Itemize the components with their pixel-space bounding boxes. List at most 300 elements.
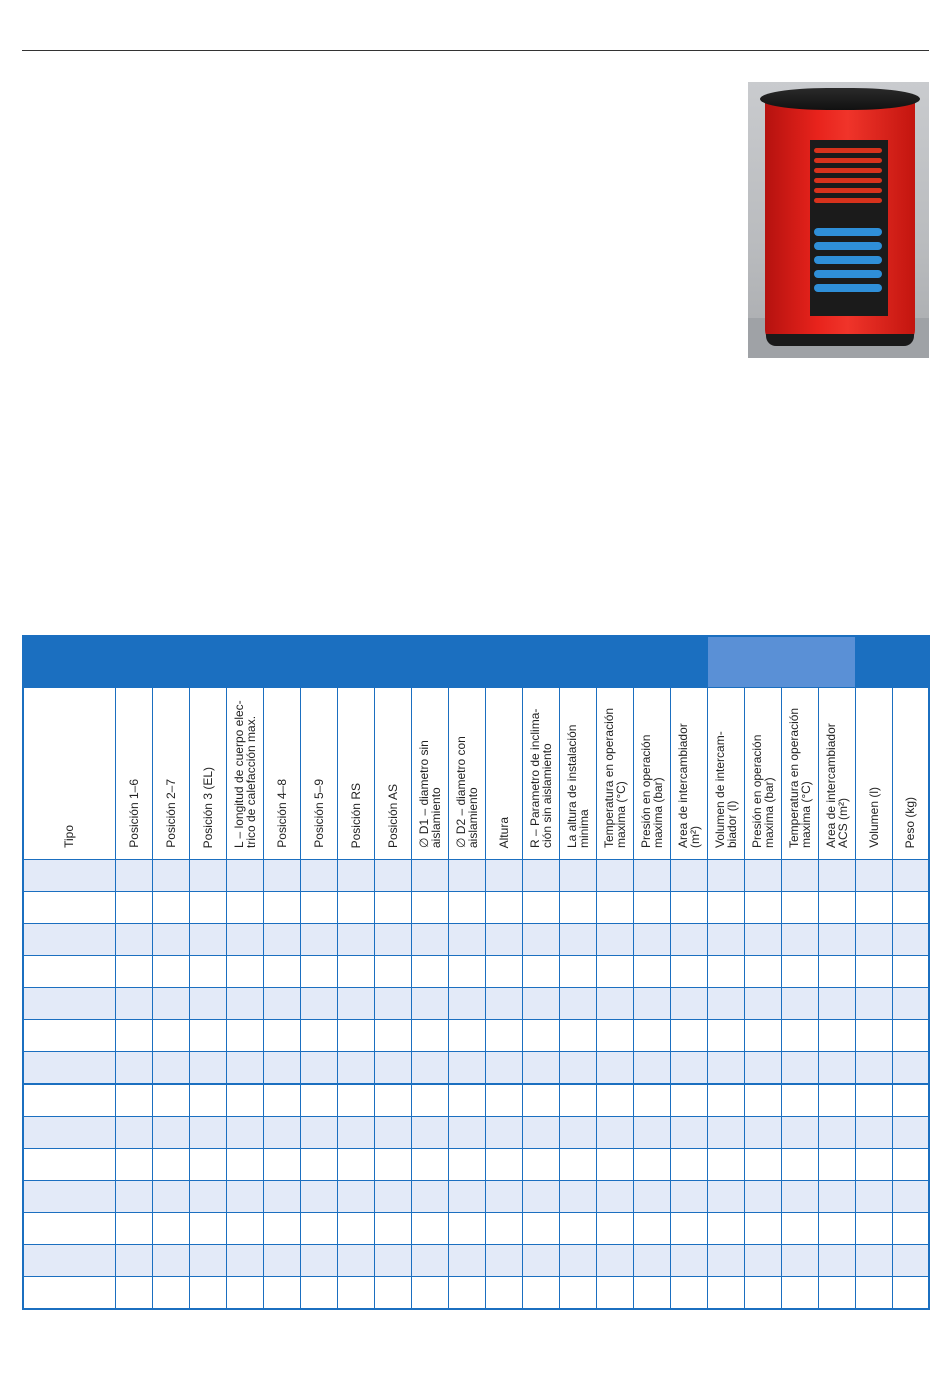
table-cell [411,892,448,924]
tank-base [766,334,914,346]
table-cell [23,892,115,924]
table-cell [300,1117,337,1149]
table-row [23,1213,929,1245]
table-cell [300,1149,337,1181]
table-cell [855,1020,892,1052]
table-cell [226,1213,263,1245]
table-cell [448,1117,485,1149]
table-cell [855,1117,892,1149]
table-cell [189,988,226,1020]
table-cell [670,892,707,924]
table-cell [559,1149,596,1181]
table-cell [115,860,152,892]
table-row [23,1084,929,1117]
table-cell [485,1181,522,1213]
table-cell [263,1084,300,1117]
specification-table [22,635,930,1310]
table-row [23,1020,929,1052]
table-cell [300,1213,337,1245]
table-cell [23,956,115,988]
table-cell [300,1245,337,1277]
table-cell [744,1117,781,1149]
table-cell [670,1213,707,1245]
table-cell [152,956,189,988]
table-cell [23,1277,115,1310]
table-cell [23,1052,115,1085]
table-cell [263,1213,300,1245]
table-row [23,1245,929,1277]
table-row [23,1181,929,1213]
table-cell [374,988,411,1020]
table-cell [23,1213,115,1245]
table-cell [818,1052,855,1085]
table-cell [115,956,152,988]
table-cell [559,924,596,956]
table-cell [781,1117,818,1149]
table-cell [818,956,855,988]
table-row [23,988,929,1020]
table-cell [263,924,300,956]
table-cell [337,956,374,988]
table-cell [633,956,670,988]
col-header: Posición AS [374,688,411,860]
table-cell [596,988,633,1020]
table-cell [448,1149,485,1181]
table-cell [485,1052,522,1085]
table-cell [596,1117,633,1149]
table-cell [115,1181,152,1213]
table-cell [263,1117,300,1149]
table-cell [189,956,226,988]
table-cell [633,988,670,1020]
table-cell [226,1052,263,1085]
table-cell [226,1245,263,1277]
header-band-segment [23,636,707,688]
table-cell [744,1181,781,1213]
col-header: Posición 3 (EL) [189,688,226,860]
table-cell [596,924,633,956]
col-header: L – longitud de cuerpo elec-trico de calefacción max. [226,688,263,860]
table-cell [781,988,818,1020]
table-cell [892,1245,929,1277]
table-cell [855,1277,892,1310]
header-band [23,636,929,688]
table-cell [152,1117,189,1149]
table-cell [892,1277,929,1310]
table-cell [522,1052,559,1085]
table-cell [522,1181,559,1213]
col-header: Altura [485,688,522,860]
table-cell [115,1020,152,1052]
table-cell [152,1245,189,1277]
table-cell [522,988,559,1020]
table-cell [707,1245,744,1277]
col-header: Posición 5–9 [300,688,337,860]
table-cell [670,1245,707,1277]
table-cell [337,1020,374,1052]
table-cell [744,860,781,892]
table-cell [707,956,744,988]
table-body [23,860,929,1310]
table-cell [300,956,337,988]
col-header: Peso (kg) [892,688,929,860]
table-cell [152,1149,189,1181]
table-cell [522,1245,559,1277]
table-cell [448,860,485,892]
table-cell [485,1084,522,1117]
col-header: Posición 2–7 [152,688,189,860]
table-cell [633,1149,670,1181]
table-cell [596,1245,633,1277]
top-rule [22,50,929,51]
col-header: Area de intercambiador (m²) [670,688,707,860]
table-row [23,1117,929,1149]
upper-coil [814,198,882,203]
table-cell [744,1020,781,1052]
table-cell [744,1213,781,1245]
table-cell [596,860,633,892]
table-cell [781,1084,818,1117]
table-cell [781,924,818,956]
col-header: Volumen (l) [855,688,892,860]
table-cell [485,924,522,956]
table-cell [670,1020,707,1052]
table-cell [522,860,559,892]
col-header: Posición RS [337,688,374,860]
upper-coil [814,168,882,173]
table-cell [707,1084,744,1117]
tank-lid [760,88,920,110]
table-cell [633,892,670,924]
table-cell [596,1084,633,1117]
table-cell [670,988,707,1020]
table-cell [337,988,374,1020]
table-cell [892,892,929,924]
table-cell [522,892,559,924]
table-cell [485,860,522,892]
table-cell [744,988,781,1020]
table-cell [411,1213,448,1245]
table-cell [263,1149,300,1181]
table-cell [411,1181,448,1213]
table-cell [411,1052,448,1085]
table-cell [596,1277,633,1310]
table-cell [818,892,855,924]
table-cell [263,892,300,924]
table-cell [189,892,226,924]
table-cell [374,1277,411,1310]
col-header: R – Parametro de inclima-ción sin aislamiento [522,688,559,860]
table-cell [707,860,744,892]
table-cell [559,1181,596,1213]
table-cell [189,1117,226,1149]
table-cell [374,1181,411,1213]
table-cell [485,1149,522,1181]
table-cell [818,1149,855,1181]
table-cell [411,1084,448,1117]
table-cell [226,988,263,1020]
table-cell [522,1117,559,1149]
table-cell [300,1020,337,1052]
table-cell [115,1084,152,1117]
table-cell [855,1213,892,1245]
table-cell [781,860,818,892]
table-cell [448,956,485,988]
table-cell [337,1213,374,1245]
table-cell [633,1020,670,1052]
table-cell [596,1052,633,1085]
table-cell [23,860,115,892]
table-cell [23,1181,115,1213]
table-cell [448,1277,485,1310]
table-cell [670,956,707,988]
table-cell [818,1084,855,1117]
table-cell [559,860,596,892]
table-cell [596,1149,633,1181]
table-cell [485,1117,522,1149]
table-cell [855,956,892,988]
table-cell [522,1020,559,1052]
table-cell [670,1277,707,1310]
table-cell [596,956,633,988]
table-cell [670,1084,707,1117]
table-cell [855,988,892,1020]
table-row [23,1052,929,1085]
table-cell [189,1277,226,1310]
table-cell [596,1213,633,1245]
table-cell [744,1277,781,1310]
table-cell [707,892,744,924]
table-cell [744,956,781,988]
table-cell [892,860,929,892]
table-cell [189,1052,226,1085]
table-cell [485,1277,522,1310]
table-cell [189,1245,226,1277]
table-cell [559,1084,596,1117]
table-cell [152,1181,189,1213]
table-cell [411,860,448,892]
table-cell [633,1245,670,1277]
table-cell [448,1084,485,1117]
table-cell [707,1277,744,1310]
table-cell [152,1084,189,1117]
table-cell [818,860,855,892]
table-cell [226,1181,263,1213]
table-cell [670,860,707,892]
table-cell [374,1084,411,1117]
table-cell [263,1277,300,1310]
table-row [23,860,929,892]
table-cell [448,1052,485,1085]
table-cell [892,1149,929,1181]
col-header: Area de intercambiador ACS (m²) [818,688,855,860]
table-cell [115,1277,152,1310]
table-cell [374,956,411,988]
table-cell [855,1181,892,1213]
table-cell [152,860,189,892]
table-cell [448,924,485,956]
col-header: Temperatura en operación maxima (°C) [596,688,633,860]
table-cell [818,1245,855,1277]
table-cell [374,1213,411,1245]
table-cell [300,860,337,892]
table-cell [522,1213,559,1245]
table-cell [23,1084,115,1117]
table-cell [337,1149,374,1181]
table-cell [337,1181,374,1213]
table-cell [485,956,522,988]
table-cell [707,1149,744,1181]
table-cell [337,1117,374,1149]
lower-coil [814,284,882,292]
table-cell [818,1020,855,1052]
table-cell [115,892,152,924]
table-cell [300,1084,337,1117]
table-cell [23,1020,115,1052]
table-cell [485,892,522,924]
table-cell [263,1052,300,1085]
table-cell [300,924,337,956]
table-cell [855,1052,892,1085]
table-cell [115,1052,152,1085]
table-cell [189,1213,226,1245]
table-cell [633,1213,670,1245]
table-cell [337,860,374,892]
col-header: ∅ D2 – diametro con aislamiento [448,688,485,860]
table-cell [152,1213,189,1245]
table-cell [152,924,189,956]
table-cell [448,1020,485,1052]
table-cell [115,1245,152,1277]
table-cell [559,1117,596,1149]
table-cell [707,1213,744,1245]
table-cell [596,1181,633,1213]
table-cell [855,1149,892,1181]
table-cell [707,988,744,1020]
table-cell [411,988,448,1020]
table-cell [226,1277,263,1310]
table-cell [892,1117,929,1149]
table-cell [596,1020,633,1052]
table-cell [818,988,855,1020]
header-band-segment [855,636,929,688]
table-cell [337,1084,374,1117]
table-cell [892,1052,929,1085]
table-cell [633,1084,670,1117]
table-cell [374,1149,411,1181]
table-cell [226,892,263,924]
table-cell [411,1020,448,1052]
col-header: Posición 4–8 [263,688,300,860]
table-cell [818,1181,855,1213]
table-cell [337,892,374,924]
table-cell [781,1213,818,1245]
table-cell [374,1245,411,1277]
table-cell [115,1117,152,1149]
table-cell [411,1245,448,1277]
table-cell [226,860,263,892]
table-cell [374,1052,411,1085]
upper-coil [814,178,882,183]
table-cell [633,924,670,956]
lower-coil [814,270,882,278]
table-cell [485,1213,522,1245]
table-cell [448,1245,485,1277]
table-cell [411,1277,448,1310]
table-cell [263,1245,300,1277]
table-cell [23,1245,115,1277]
table-cell [559,956,596,988]
table-cell [559,1245,596,1277]
table-cell [226,924,263,956]
table-cell [115,924,152,956]
table-cell [559,1213,596,1245]
col-header: La altura de instalación minima [559,688,596,860]
table-cell [707,1020,744,1052]
table-cell [892,1213,929,1245]
table-cell [670,1149,707,1181]
table-row [23,924,929,956]
table-cell [485,988,522,1020]
table-cell [670,1181,707,1213]
table-cell [189,1084,226,1117]
table-cell [263,956,300,988]
table-cell [263,1020,300,1052]
table-row [23,892,929,924]
table-cell [670,924,707,956]
table-cell [522,1084,559,1117]
table-cell [263,988,300,1020]
table-cell [263,860,300,892]
table-cell [855,924,892,956]
table-cell [300,1052,337,1085]
table-cell [892,988,929,1020]
table-cell [892,924,929,956]
table-cell [448,892,485,924]
table-cell [670,1052,707,1085]
table-cell [633,1181,670,1213]
table-cell [744,1052,781,1085]
table-cell [411,924,448,956]
table-cell [226,1020,263,1052]
table-cell [818,1277,855,1310]
table-cell [448,988,485,1020]
table-cell [337,1245,374,1277]
table-cell [337,1052,374,1085]
table-cell [855,860,892,892]
table-cell [855,892,892,924]
table-cell [23,1117,115,1149]
table-cell [152,1277,189,1310]
table-cell [411,956,448,988]
table-cell [115,988,152,1020]
table-cell [781,1245,818,1277]
col-header: Volumen de intercam-biador (l) [707,688,744,860]
table-cell [707,1052,744,1085]
col-header: Presión en operación maxima (bar) [633,688,670,860]
table-cell [448,1181,485,1213]
table-cell [152,988,189,1020]
upper-coil [814,188,882,193]
table-cell [781,956,818,988]
table-cell [744,1149,781,1181]
table-cell [374,1117,411,1149]
table-cell [115,1213,152,1245]
table-cell [707,1181,744,1213]
table-cell [485,1020,522,1052]
table-cell [559,1020,596,1052]
table-cell [744,892,781,924]
